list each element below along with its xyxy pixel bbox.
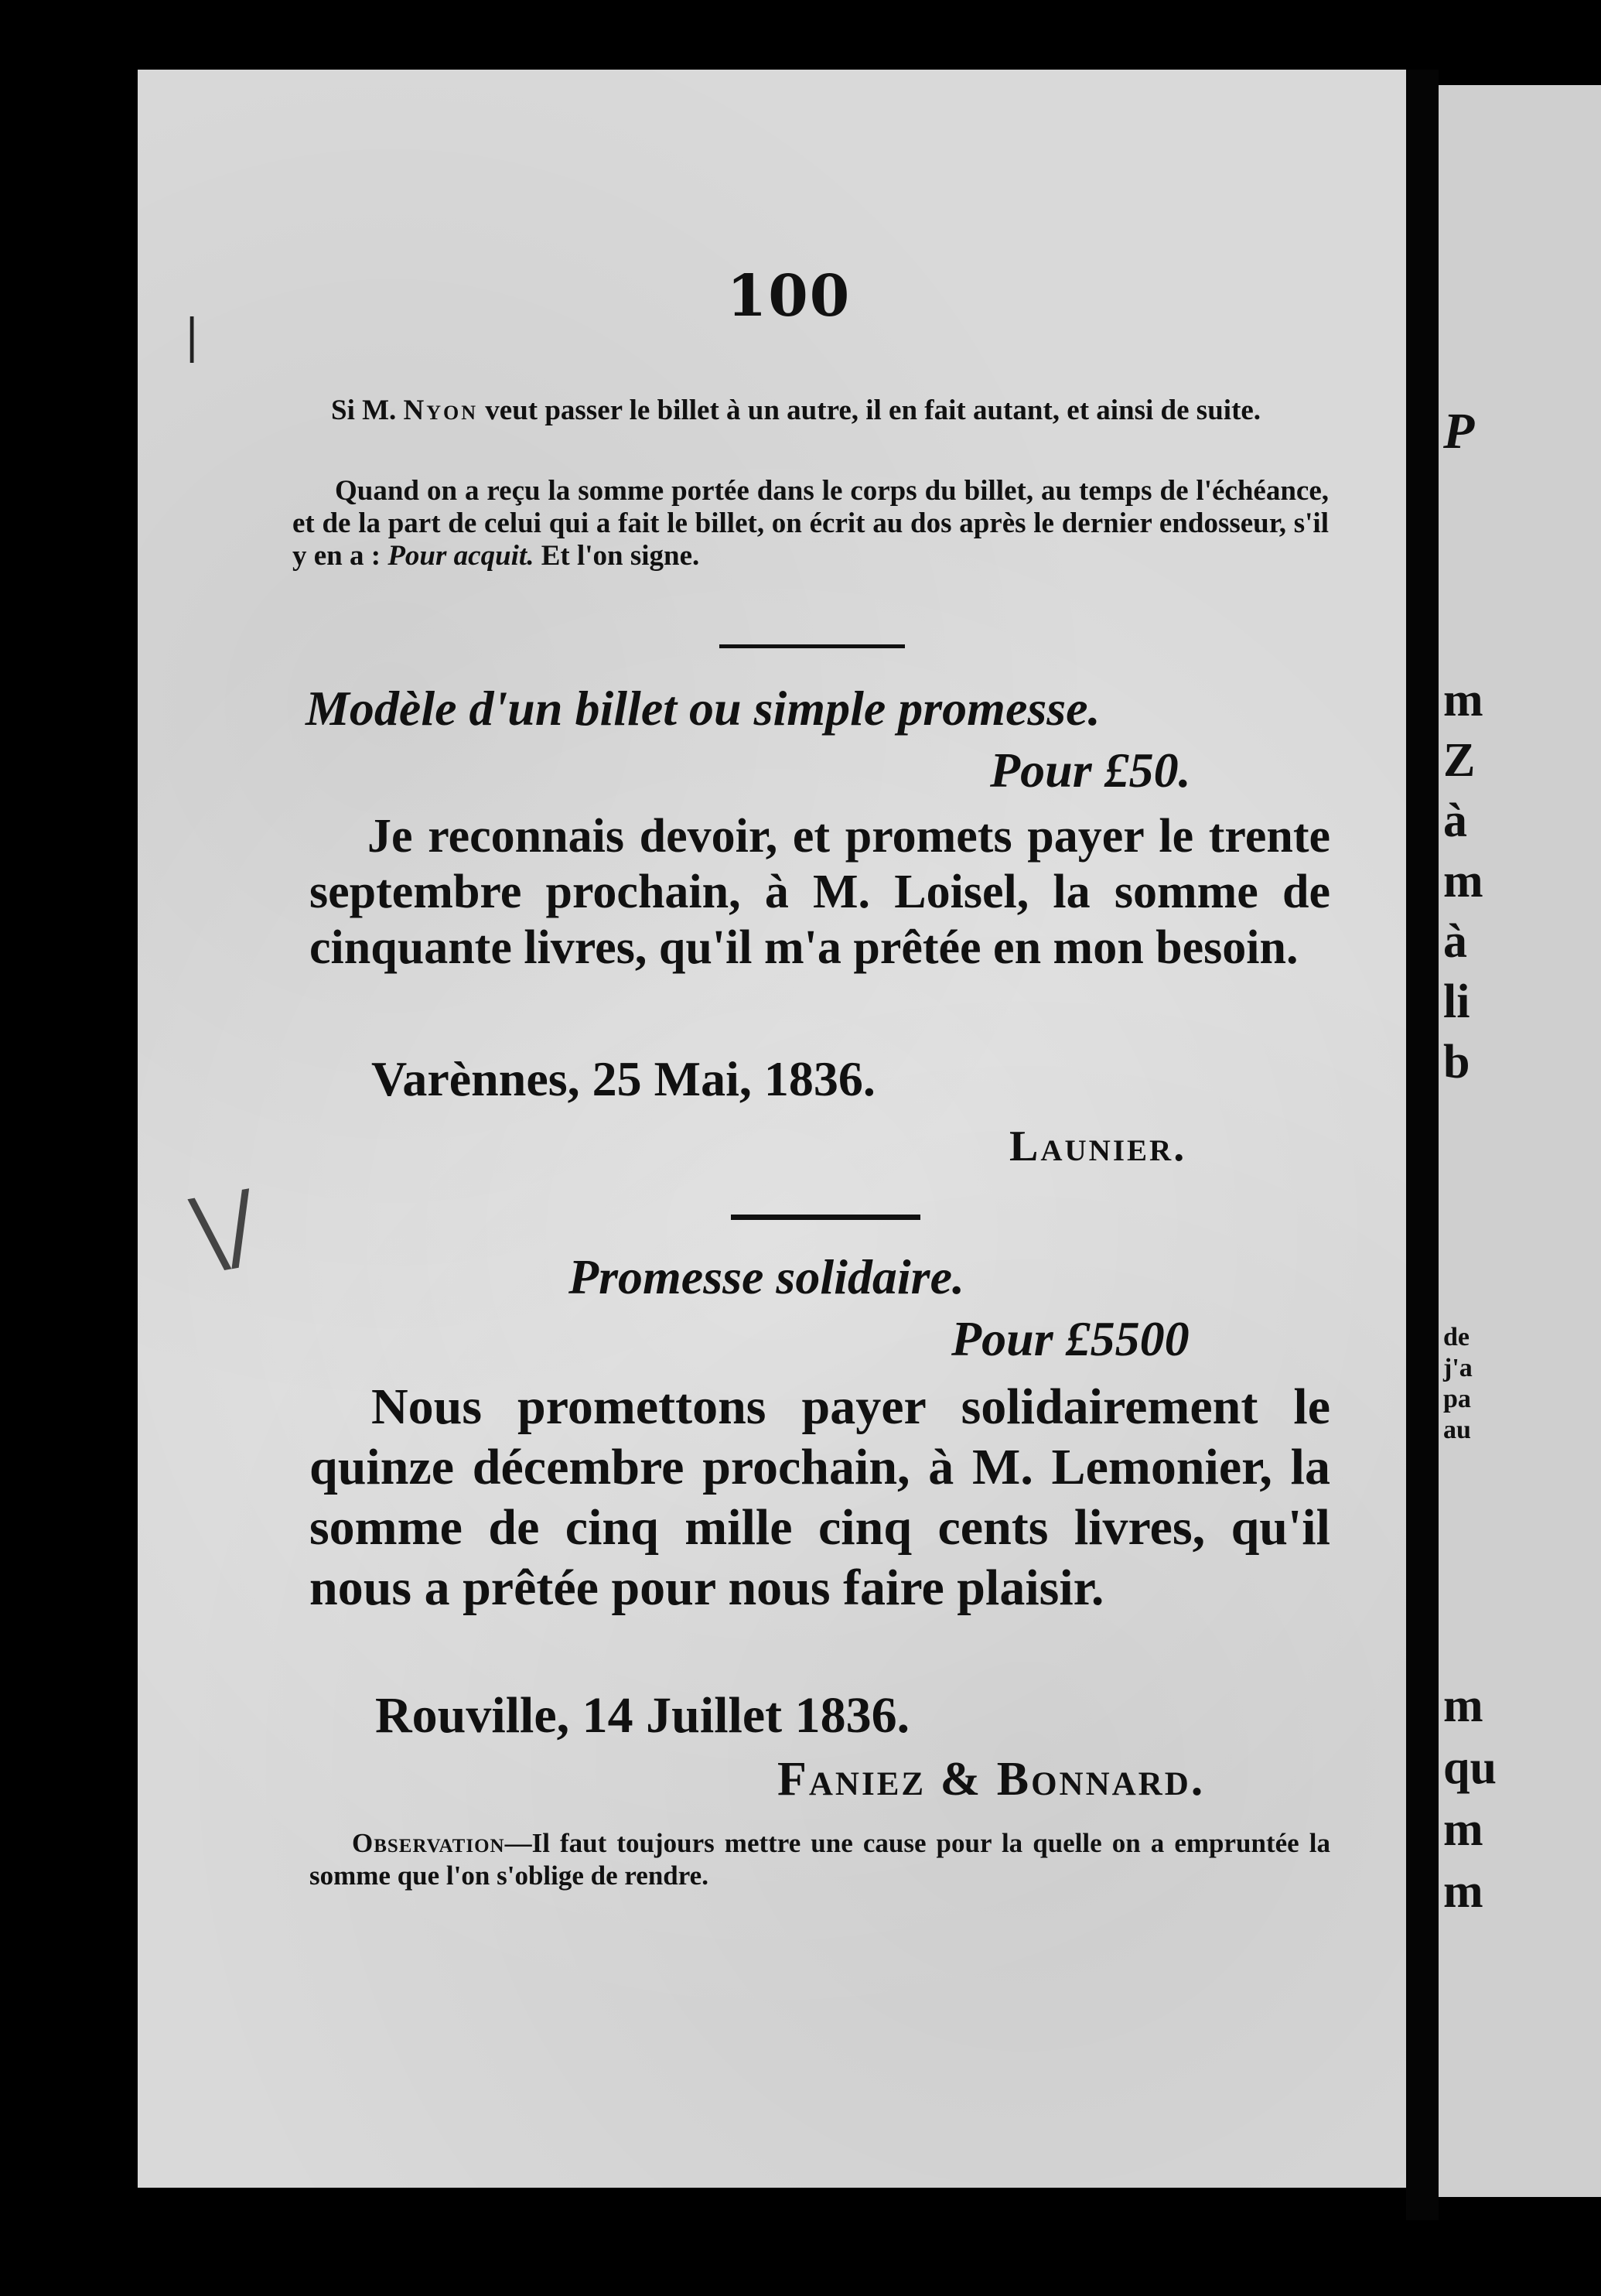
intro-p2-italic: Pour acquit. [387, 540, 534, 572]
intro-p1-lead: Si M. [331, 395, 397, 426]
intro-p2-end: Et l'on signe. [541, 540, 700, 572]
model2-title: Promesse solidaire. [568, 1249, 964, 1304]
model2-amount: Pour £5500 [951, 1311, 1190, 1366]
adjacent-fragment: à [1443, 915, 1467, 968]
section-divider [731, 1215, 920, 1220]
adjacent-fragment: Z [1443, 734, 1476, 787]
adjacent-fragment: li [1443, 975, 1470, 1028]
intro-paragraph-1 [292, 395, 1329, 427]
intro-p2-main: Quand on a reçu la somme portée dans le corps du billet, au temps de l'échéance, et de la part de celui qui a fait le billet, on écrit au dos après le dernier endosseur, s'il y en a : [292, 475, 1329, 572]
adjacent-fragment: à [1443, 794, 1467, 847]
model2-place-date: Rouville, 14 Juillet 1836. [375, 1687, 910, 1744]
model1-amount: Pour £50. [990, 743, 1191, 798]
adjacent-fragment: qu [1443, 1741, 1497, 1794]
margin-mark: | [184, 309, 200, 364]
model1-body: Je reconnais devoir, et promets payer le trente septembre prochain, à M. Loisel, la somme de cinquante livres, qu'il m'a prêtée en mon besoin. [309, 810, 1330, 974]
model1-place-date: Varènnes, 25 Mai, 1836. [371, 1051, 876, 1106]
adjacent-page-edge [1439, 85, 1601, 2197]
adjacent-fragment: m [1443, 1679, 1483, 1732]
page-number: 100 [726, 263, 852, 330]
adjacent-fragment: m [1443, 1803, 1483, 1856]
adjacent-fragment: m [1443, 855, 1483, 907]
adjacent-fragment: m [1443, 674, 1483, 726]
intro-paragraph-2 [292, 475, 1329, 572]
observation-label: Observation [352, 1828, 505, 1858]
pencil-mark: \/ [184, 1171, 265, 1288]
adjacent-fragment: j'a [1443, 1354, 1473, 1382]
model1-signature: Launier. [1009, 1122, 1187, 1170]
observation-text: —Il faut toujours mettre une cause pour la quelle on a empruntée la somme que l'on s'oblige de rendre. [309, 1828, 1330, 1891]
adjacent-fragment: de [1443, 1323, 1470, 1351]
adjacent-fragment: au [1443, 1416, 1471, 1444]
adjacent-fragment: b [1443, 1036, 1470, 1088]
model1-title: Modèle d'un billet ou simple promesse. [306, 681, 1101, 736]
section-divider [719, 644, 905, 648]
page-gutter [1406, 70, 1439, 2220]
intro-p1-name: Nyon [403, 395, 479, 426]
model2-body: Nous promettons payer solidairement le quinze décembre prochain, à M. Lemonier, la somme de cinq mille cinq cents livres, qu'il nous a prêtée pour nous faire plaisir. [309, 1379, 1330, 1616]
model2-signature: Faniez & Bonnard. [777, 1753, 1206, 1806]
observation-note [309, 1827, 1330, 1892]
adjacent-fragment: m [1443, 1865, 1483, 1918]
intro-p1-rest: veut passer le billet à un autre, il en fait autant, et ainsi de suite. [485, 395, 1261, 426]
adjacent-fragment: pa [1443, 1385, 1471, 1413]
adjacent-fragment: P [1443, 403, 1475, 460]
